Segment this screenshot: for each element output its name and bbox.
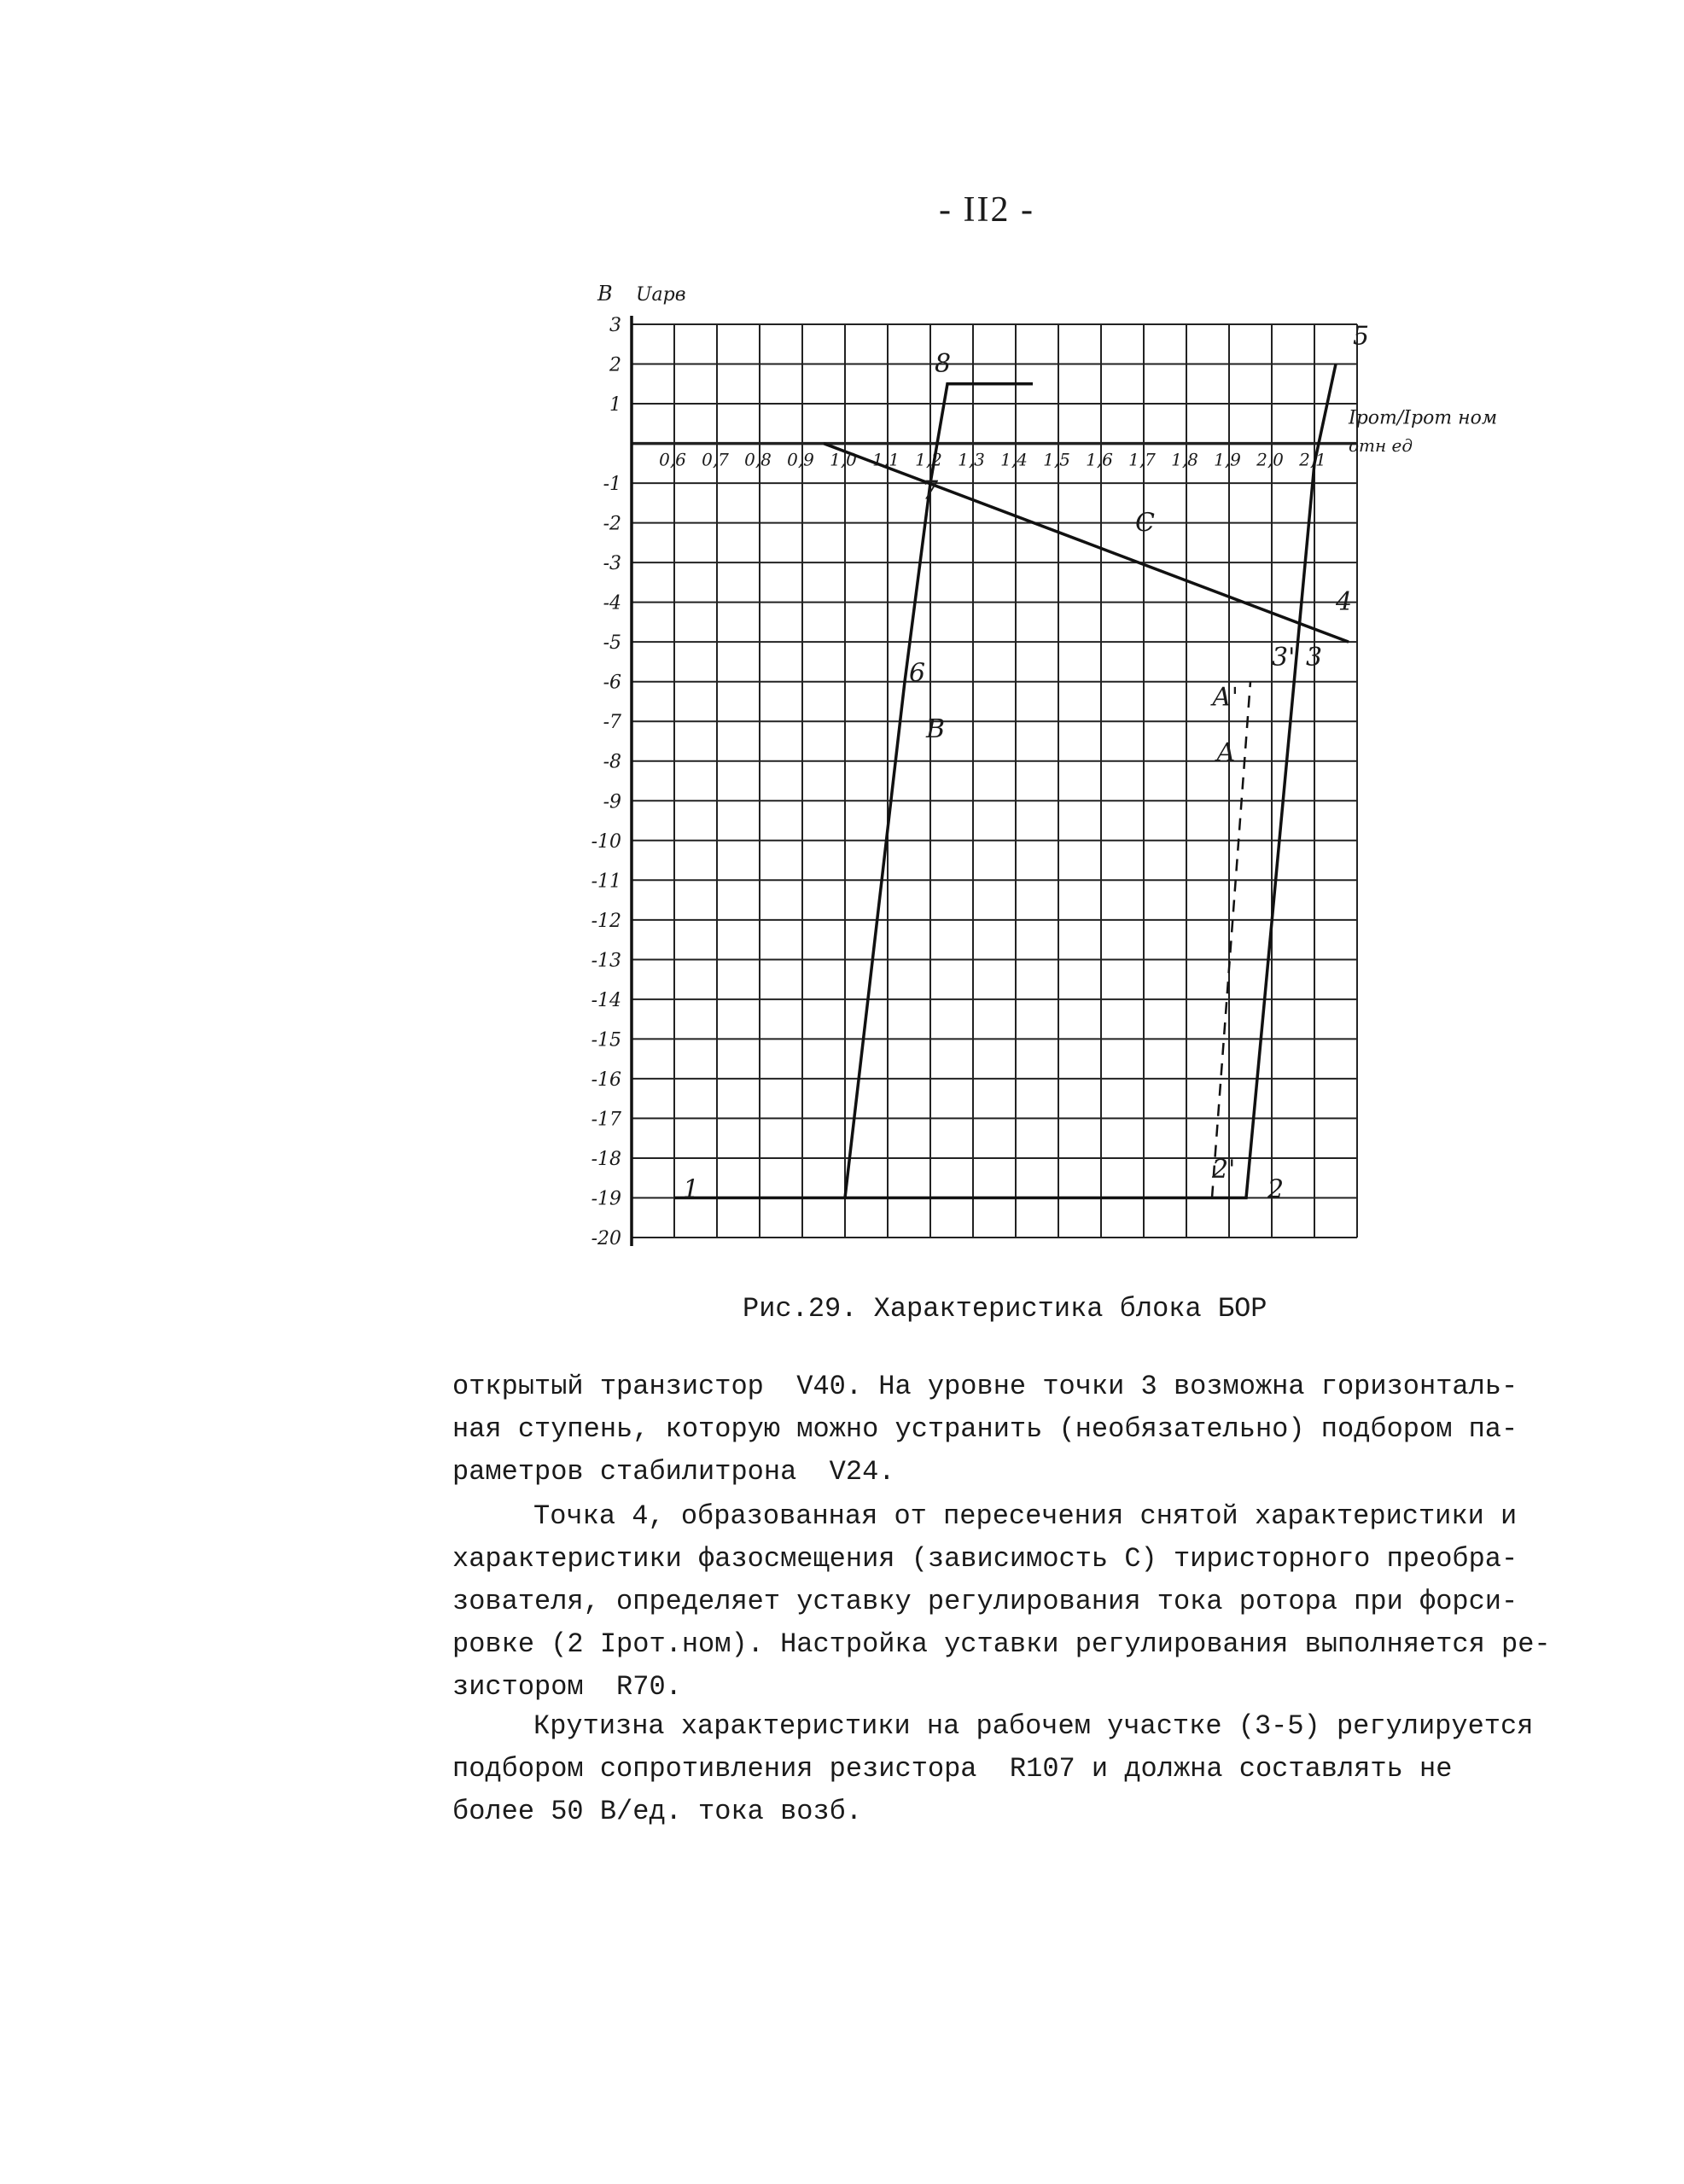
chart-svg <box>580 282 1498 1255</box>
point-label: 5 <box>1353 321 1370 352</box>
x-tick-label: 0,9 <box>787 449 814 470</box>
y-tick-label: -8 <box>603 751 621 773</box>
x-tick-label: 1,9 <box>1214 449 1241 470</box>
y-tick-label: -1 <box>603 474 621 496</box>
point-label: В <box>926 713 946 744</box>
y-tick-label: -7 <box>603 712 621 734</box>
y-tick-label: -9 <box>603 791 621 813</box>
text-line: ная ступень, которую можно устранить (необязательно) подбором па- <box>452 1413 1518 1445</box>
text-line: более 50 В/ед. тока возб. <box>452 1796 863 1827</box>
y-tick-label: -4 <box>603 592 621 614</box>
text-line: Крутизна характеристики на рабочем участке (3-5) регулируется <box>533 1710 1534 1742</box>
x-tick-label: 1,6 <box>1086 449 1113 470</box>
x-tick-label: 1,7 <box>1128 449 1156 470</box>
y-tick-label: -16 <box>591 1069 621 1091</box>
point-label: А <box>1216 737 1236 768</box>
point-label: 8 <box>935 348 952 379</box>
x-tick-label: 1,1 <box>872 449 900 470</box>
y-tick-label: -14 <box>591 989 621 1011</box>
y-tick-label: -3 <box>603 553 621 575</box>
point-label: 3' <box>1272 643 1296 673</box>
text-line: открытый транзистор V40. На уровне точки 3 возможна горизонталь- <box>452 1371 1518 1402</box>
x-tick-label: 1,5 <box>1043 449 1070 470</box>
y-tick-label: -10 <box>591 830 621 853</box>
text-line: раметров стабилитрона V24. <box>452 1456 895 1488</box>
y-tick-label: -6 <box>603 672 621 694</box>
series-line <box>824 444 1349 643</box>
point-label: 1 <box>683 1174 700 1205</box>
x-tick-label: 0,6 <box>659 449 686 470</box>
y-tick-label: 2 <box>609 354 621 376</box>
text-line: характеристики фазосмещения (зависимость С) тиристорного преобра- <box>452 1543 1518 1575</box>
point-label: 4 <box>1336 586 1353 617</box>
point-label: 7 <box>922 475 939 506</box>
y-tick-label: -18 <box>591 1148 621 1170</box>
y-tick-label: -19 <box>591 1188 621 1210</box>
page-number: - II2 - <box>939 190 1034 230</box>
y-tick-label: -15 <box>591 1029 621 1051</box>
y-tick-label: 1 <box>609 394 621 416</box>
series-line <box>845 384 1033 1198</box>
paragraph-2 <box>452 1495 1588 1709</box>
text-line: зователя, определяет уставку регулирования тока ротора при форси- <box>452 1586 1518 1617</box>
y-tick-label: -5 <box>603 632 621 655</box>
x-tick-label: 1,8 <box>1171 449 1198 470</box>
y-tick-label: -13 <box>591 950 621 972</box>
y-tick-label: -11 <box>591 871 621 893</box>
x-tick-label: 1,4 <box>1000 449 1028 470</box>
y-tick-label: -17 <box>591 1109 621 1131</box>
y-tick-label: -2 <box>603 513 621 535</box>
point-label: 6 <box>909 658 926 689</box>
x-tick-label: 1,2 <box>915 449 942 470</box>
figure-caption: Рис.29. Характеристика блока БОР <box>743 1293 1267 1325</box>
x-tick-label: 2,1 <box>1299 449 1326 470</box>
figure <box>580 282 1498 1259</box>
point-label: А' <box>1212 682 1238 713</box>
series-line <box>674 364 1336 1198</box>
x-unit-label: отн ед <box>1349 434 1413 456</box>
y-tick-label: -12 <box>591 910 621 932</box>
x-tick-label: 0,7 <box>702 449 729 470</box>
y-tick-label: -20 <box>591 1228 621 1249</box>
y-unit-label: В <box>597 282 613 306</box>
x-tick-label: 1,0 <box>830 449 857 470</box>
y-tick-label: 3 <box>609 315 621 336</box>
point-label: 3 <box>1306 643 1323 673</box>
point-label: 2' <box>1212 1155 1236 1185</box>
point-label: С <box>1135 507 1155 538</box>
paragraph-1 <box>452 1366 1588 1494</box>
text-line: подбором сопротивления резистора R107 и должна составлять не <box>452 1753 1453 1785</box>
text-line: ровке (2 Iрот.ном). Настройка уставки регулирования выполняется ре- <box>452 1628 1551 1660</box>
x-axis-title: Iрот/Iрот ном <box>1349 407 1498 429</box>
text-line: Точка 4, образованная от пересечения снятой характеристики и <box>533 1500 1518 1532</box>
x-tick-label: 1,3 <box>958 449 985 470</box>
x-tick-label: 0,8 <box>744 449 772 470</box>
x-tick-label: 2,0 <box>1256 449 1284 470</box>
y-axis-title: Uарв <box>636 284 686 306</box>
paragraph-3 <box>452 1705 1588 1833</box>
text-line: зистором R70. <box>452 1671 682 1703</box>
point-label: 2 <box>1267 1174 1285 1205</box>
